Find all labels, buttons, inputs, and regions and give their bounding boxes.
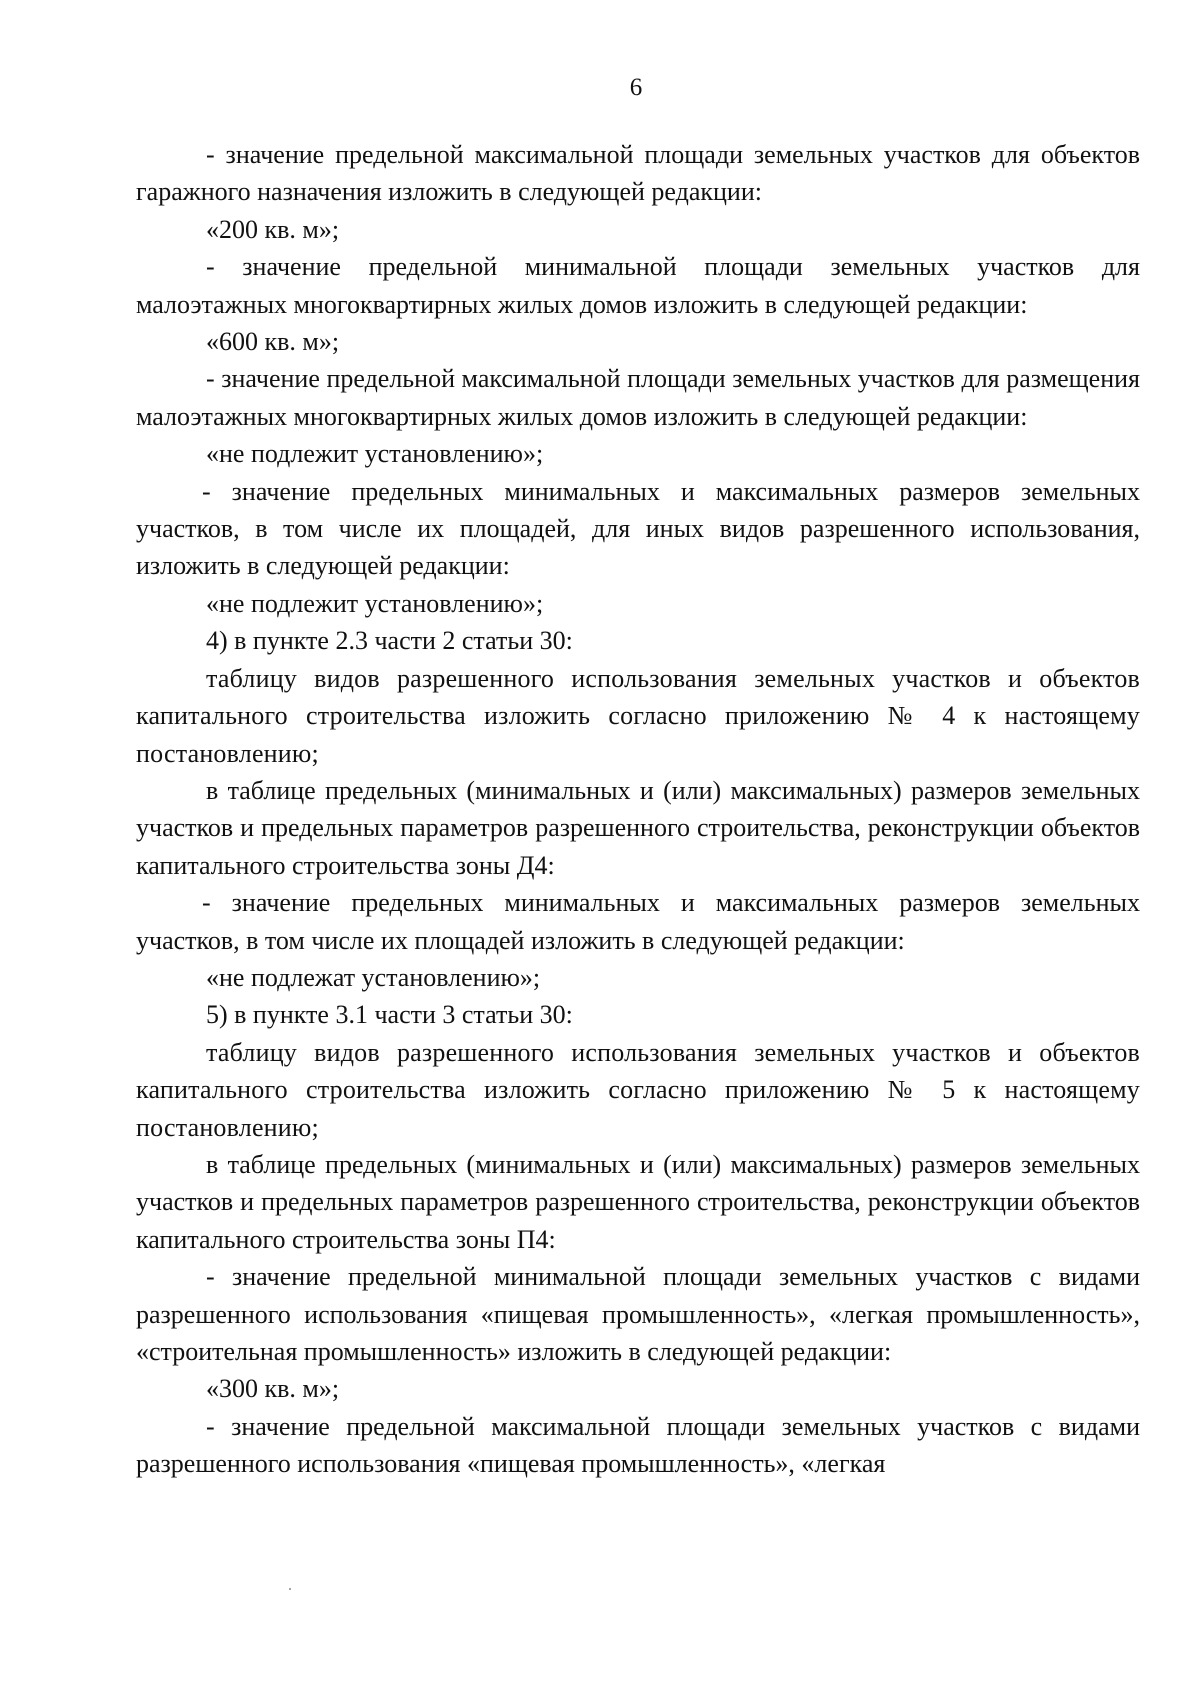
paragraph-14: 5) в пункте 3.1 части 3 статьи 30: (206, 1000, 573, 1030)
paragraph-13: «не подлежат установлению»; (206, 962, 541, 992)
paragraph-15: таблицу видов разрешенного использования земельных участков и объектов капитального строительства изложить согласно приложению № 5 к настоящему постановлению; (136, 1037, 1140, 1142)
paragraph-16: в таблице предельных (минимальных и (или) максимальных) размеров земельных участков и предельных параметров разрешенного строительства, реконструкции объектов капитального строительства зоны П4: (136, 1149, 1140, 1254)
page-number: 6 (629, 74, 643, 101)
paragraph-1: - значение предельной максимальной площади земельных участков для объектов гаражного назначения изложить в следующей редакции: (136, 140, 1140, 207)
paragraph-11: в таблице предельных (минимальных и (или) максимальных) размеров земельных участков и предельных параметров разрешенного строительства, реконструкции объектов капитального строительства зоны Д4: (136, 775, 1140, 880)
paragraph-7: - значение предельных минимальных и максимальных размеров земельных участков, в том числе их площадей, для иных видов разрешенного использования, изложить в следующей редакции: (136, 476, 1140, 581)
scan-speck (289, 1588, 291, 1590)
paragraph-12: - значение предельных минимальных и максимальных размеров земельных участков, в том числе их площадей изложить в следующей редакции: (136, 888, 1140, 955)
paragraph-4: «600 кв. м»; (206, 327, 340, 357)
paragraph-6: «не подлежит установлению»; (206, 439, 544, 469)
paragraph-8: «не подлежит установлению»; (206, 588, 544, 618)
paragraph-3: - значение предельной минимальной площади земельных участков для малоэтажных многоквартирных жилых домов изложить в следующей редакции: (136, 252, 1140, 319)
paragraph-5: - значение предельной максимальной площади земельных участков для размещения малоэтажных многоквартирных жилых домов изложить в следующей редакции: (136, 364, 1140, 431)
paragraph-17: - значение предельной минимальной площади земельных участков с видами разрешенного использования «пищевая промышленность», «легкая промышленность», «строительная промышленность» изложить в следующей редакции: (136, 1262, 1140, 1366)
document-body (136, 136, 1140, 1483)
paragraph-19: - значение предельной максимальной площади земельных участков с видами разрешенного использования «пищевая промышленность», «легкая (136, 1411, 1140, 1479)
paragraph-2: «200 кв. м»; (206, 214, 340, 244)
paragraph-9: 4) в пункте 2.3 части 2 статьи 30: (206, 626, 573, 656)
paragraph-10: таблицу видов разрешенного использования земельных участков и объектов капитального строительства изложить согласно приложению № 4 к настоящему постановлению; (136, 663, 1140, 768)
paragraph-18: «300 кв. м»; (206, 1374, 340, 1404)
